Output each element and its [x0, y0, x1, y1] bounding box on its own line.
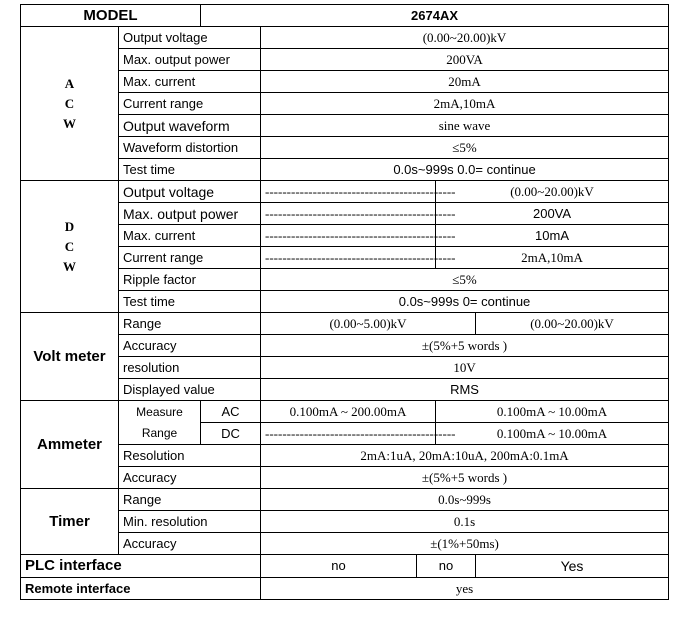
- ammeter-group-label: Ammeter: [21, 401, 119, 489]
- ammeter-row: [21, 467, 669, 489]
- ammeter-resolution-label: Resolution: [119, 445, 261, 467]
- acw-current-range-value: 2mA,10mA: [261, 93, 669, 115]
- plc-interface-label: PLC interface: [21, 555, 261, 578]
- ammeter-range-word: Range: [141, 425, 178, 440]
- acw-row: [21, 93, 669, 115]
- acw-row: [21, 115, 669, 137]
- plc-value-1: no: [261, 555, 417, 578]
- dcw-ripple-factor-label: Ripple factor: [119, 269, 261, 291]
- voltmeter-group-label: Volt meter: [21, 313, 119, 401]
- acw-waveform-distortion-value: ≤5%: [261, 137, 669, 159]
- timer-range-label: Range: [119, 489, 261, 511]
- acw-max-current-value: 20mA: [261, 71, 669, 93]
- voltmeter-displayed-value: RMS: [261, 379, 669, 401]
- dcw-test-time-value: 0.0s~999s 0= continue: [261, 291, 669, 313]
- plc-row: [21, 555, 669, 578]
- acw-output-waveform-label: Output waveform: [119, 115, 261, 137]
- acw-output-voltage-value: (0.00~20.00)kV: [261, 27, 669, 49]
- remote-interface-value: yes: [261, 578, 669, 600]
- ammeter-ac-high: 0.100mA ~ 10.00mA: [436, 401, 669, 423]
- dcw-max-current-label: Max. current: [119, 225, 261, 247]
- dcw-max-current-dashes: --------------------------------------------: [261, 225, 436, 247]
- dcw-group-label: [21, 181, 119, 313]
- dcw-row: [21, 247, 669, 269]
- dcw-row: [21, 203, 669, 225]
- ammeter-dc-dashes: --------------------------------------------: [261, 423, 436, 445]
- dcw-current-range-dashes: --------------------------------------------: [261, 247, 436, 269]
- voltmeter-resolution-value: 10V: [261, 357, 669, 379]
- ammeter-dc-label: DC: [201, 423, 261, 445]
- dcw-max-power-dashes: --------------------------------------------: [261, 203, 436, 225]
- timer-accuracy-value: ±(1%+50ms): [261, 533, 669, 555]
- ammeter-row: [21, 445, 669, 467]
- ammeter-dc-high: 0.100mA ~ 10.00mA: [436, 423, 669, 445]
- acw-test-time-value: 0.0s~999s 0.0= continue: [261, 159, 669, 181]
- ammeter-measure-word: Measure: [136, 404, 183, 419]
- voltmeter-range-high: (0.00~20.00)kV: [476, 313, 669, 335]
- dcw-row: [21, 269, 669, 291]
- dcw-max-current-value: 10mA: [436, 225, 669, 247]
- dcw-ripple-factor-value: ≤5%: [261, 269, 669, 291]
- model-row: [21, 5, 669, 27]
- voltmeter-accuracy-value: ±(5%+5 words ): [261, 335, 669, 357]
- ammeter-resolution-value: 2mA:1uA, 20mA:10uA, 200mA:0.1mA: [261, 445, 669, 467]
- timer-minres-value: 0.1s: [261, 511, 669, 533]
- ammeter-ac-low: 0.100mA ~ 200.00mA: [261, 401, 436, 423]
- remote-interface-label: Remote interface: [21, 578, 261, 600]
- dcw-letter-w: W: [63, 258, 76, 274]
- plc-value-3: Yes: [476, 555, 669, 578]
- voltmeter-row: [21, 335, 669, 357]
- ammeter-ac-label: AC: [201, 401, 261, 423]
- ammeter-accuracy-label: Accuracy: [119, 467, 261, 489]
- ammeter-measure-range-label: [119, 401, 201, 445]
- timer-row: [21, 511, 669, 533]
- remote-row: [21, 578, 669, 600]
- spec-table: [20, 4, 669, 600]
- dcw-output-voltage-value: (0.00~20.00)kV: [436, 181, 669, 203]
- voltmeter-row: [21, 379, 669, 401]
- timer-accuracy-label: Accuracy: [119, 533, 261, 555]
- voltmeter-resolution-label: resolution: [119, 357, 261, 379]
- dcw-max-power-value: 200VA: [436, 203, 669, 225]
- timer-minres-label: Min. resolution: [119, 511, 261, 533]
- dcw-row: [21, 181, 669, 203]
- voltmeter-displayed-label: Displayed value: [119, 379, 261, 401]
- acw-letter-w: W: [63, 115, 76, 131]
- acw-row: [21, 137, 669, 159]
- timer-range-value: 0.0s~999s: [261, 489, 669, 511]
- acw-test-time-label: Test time: [119, 159, 261, 181]
- acw-max-current-label: Max. current: [119, 71, 261, 93]
- voltmeter-row: [21, 357, 669, 379]
- dcw-max-power-label: Max. output power: [119, 203, 261, 225]
- acw-max-power-value: 200VA: [261, 49, 669, 71]
- voltmeter-range-label: Range: [119, 313, 261, 335]
- acw-group-label: [21, 27, 119, 181]
- plc-value-2: no: [417, 555, 476, 578]
- ammeter-row: [21, 401, 669, 423]
- dcw-row: [21, 291, 669, 313]
- dcw-row: [21, 225, 669, 247]
- voltmeter-row: [21, 313, 669, 335]
- dcw-current-range-label: Current range: [119, 247, 261, 269]
- model-value: 2674AX: [201, 5, 669, 27]
- model-label: MODEL: [21, 5, 201, 27]
- timer-row: [21, 533, 669, 555]
- acw-row: [21, 49, 669, 71]
- acw-row: [21, 71, 669, 93]
- ammeter-accuracy-value: ±(5%+5 words ): [261, 467, 669, 489]
- acw-row: [21, 27, 669, 49]
- acw-max-power-label: Max. output power: [119, 49, 261, 71]
- dcw-letter-c: C: [64, 238, 75, 254]
- acw-letter-c: C: [64, 95, 75, 111]
- timer-group-label: Timer: [21, 489, 119, 555]
- voltmeter-range-low: (0.00~5.00)kV: [261, 313, 476, 335]
- dcw-test-time-label: Test time: [119, 291, 261, 313]
- dcw-letter-d: D: [64, 218, 75, 234]
- acw-letter-a: A: [64, 75, 75, 91]
- dcw-output-voltage-label: Output voltage: [119, 181, 261, 203]
- acw-output-voltage-label: Output voltage: [119, 27, 261, 49]
- acw-current-range-label: Current range: [119, 93, 261, 115]
- acw-waveform-distortion-label: Waveform distortion: [119, 137, 261, 159]
- dcw-output-voltage-dashes: --------------------------------------------: [261, 181, 436, 203]
- dcw-current-range-value: 2mA,10mA: [436, 247, 669, 269]
- voltmeter-accuracy-label: Accuracy: [119, 335, 261, 357]
- acw-row: [21, 159, 669, 181]
- timer-row: [21, 489, 669, 511]
- acw-output-waveform-value: sine wave: [261, 115, 669, 137]
